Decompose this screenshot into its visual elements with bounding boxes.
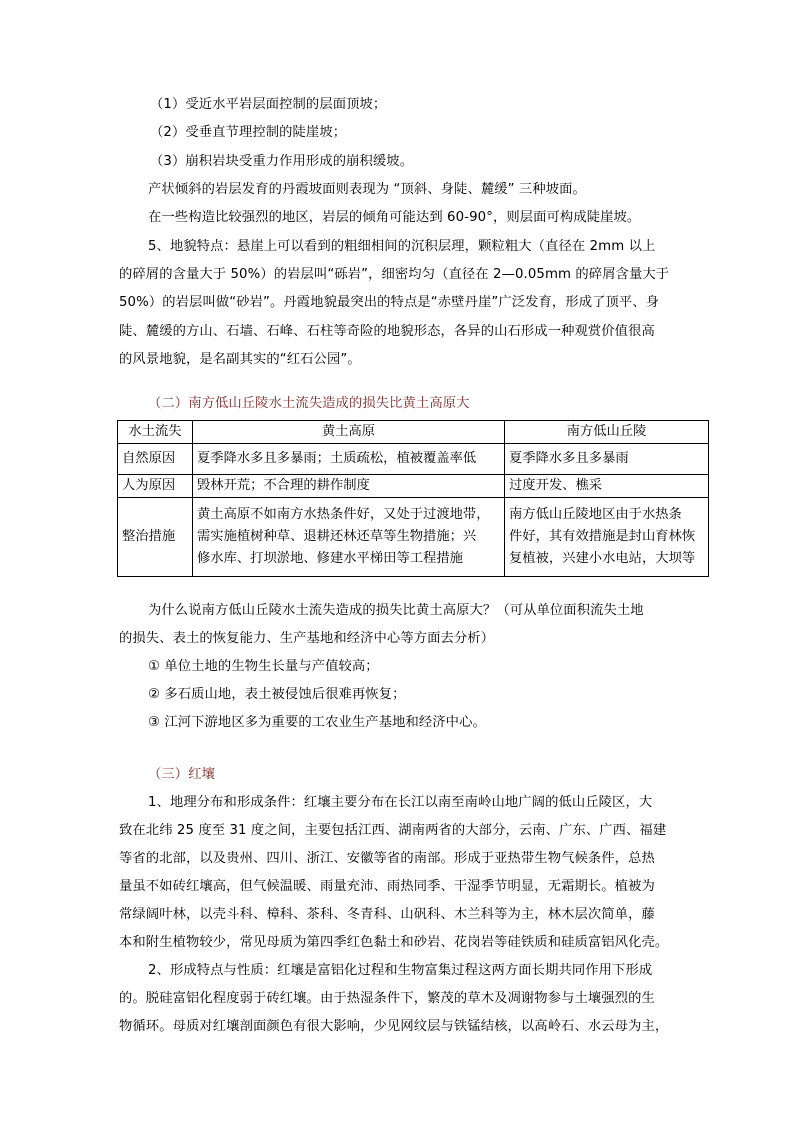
table-row (118, 498, 709, 577)
red-soil-point1-line: 量虽不如砖红壤高，但气候温暖、雨量充沛、雨热同季、干湿季节明显，无霜期长。植被为 (119, 879, 655, 894)
table-header-cell: 南方低山丘陵 (505, 421, 709, 444)
section2-heading: （二）南方低山丘陵水土流失造成的损失比黄土高原大 (148, 396, 470, 411)
cell-line: 件好，其有效措施是封山育林恢 (509, 529, 696, 544)
point5-line: 5、地貌特点：悬崖上可以看到的粗细相间的沉积层理，颗粒粗大（直径在 2mm 以上 (148, 239, 656, 254)
paragraph-dip-angle: 在一些构造比较强烈的地区，岩层的倾角可能达到 60-90°，则层面可构成陡崖坡。 (148, 210, 641, 225)
paragraph-inclined-strata: 产状倾斜的岩层发育的丹霞坡面则表现为 “顶斜、身陡、麓缓” 三种坡面。 (148, 182, 586, 197)
cell-line: 修水库、打坝淤地、修建水平梯田等工程措施 (197, 551, 463, 566)
answer-2: ② 多石质山地，表土被侵蚀后很难再恢复； (148, 687, 406, 702)
red-soil-point1-line: 1、地理分布和形成条件：红壤主要分布在长江以南至南岭山地广阔的低山丘陵区，大 (148, 795, 653, 810)
table-cell: 毁林开荒；不合理的耕作制度 (193, 475, 505, 498)
table-header-cell: 水土流失 (118, 421, 193, 444)
row-label: 整治措施 (118, 498, 193, 577)
point5-line: 的风景地貌，是名副其实的“红石公园”。 (119, 352, 361, 367)
row-label: 人为原因 (118, 475, 193, 498)
table-cell (505, 498, 709, 577)
red-soil-point2-line: 物循环。母质对红壤剖面颜色有很大影响，少见网纹层与铁锰结核，以高岭石、水云母为主， (119, 1019, 669, 1034)
row-label: 自然原因 (118, 444, 193, 475)
question-line: 为什么说南方低山丘陵水土流失造成的损失比黄土高原大？（可从单位面积流失土地 (148, 603, 644, 618)
comparison-table (117, 420, 709, 577)
table-cell: 过度开发、樵采 (505, 475, 709, 498)
red-soil-point2-line: 的。脱硅富铝化程度弱于砖红壤。由于热湿条件下，繁茂的草木及凋谢物参与土壤强烈的生 (119, 991, 655, 1006)
cell-line: 南方低山丘陵地区由于水热条 (509, 507, 682, 522)
red-soil-point2-line: 2、形成特点与性质：红壤是富铝化过程和生物富集过程这两方面长期共同作用下形成 (148, 963, 653, 978)
slope-type-2: （2）受垂直节理控制的陡崖坡； (150, 125, 347, 140)
question-line: 的损失、表土的恢复能力、生产基地和经济中心等方面去分析） (119, 631, 495, 646)
cell-line: 黄土高原不如南方水热条件好，又处于过渡地带， (197, 507, 490, 522)
slope-type-3: （3）崩积岩块受重力作用形成的崩积缓坡。 (150, 154, 414, 169)
cell-line: 需实施植树种草、退耕还林还草等生物措施；兴 (197, 529, 477, 544)
point5-line: 50%）的岩层叫做“砂岩”。丹霞地貌最突出的特点是“赤壁丹崖”广泛发育，形成了顶平、身 (119, 295, 660, 310)
table-header-cell: 黄土高原 (193, 421, 505, 444)
red-soil-point1-line: 等省的北部，以及贵州、四川、浙江、安徽等省的南部。形成于亚热带生物气候条件，总热 (119, 851, 655, 866)
table-cell: 夏季降水多且多暴雨 (505, 444, 709, 475)
table-row (118, 444, 709, 475)
cell-line: 复植被，兴建小水电站，大坝等 (509, 551, 696, 566)
section3-heading: （三）红壤 (148, 767, 215, 782)
table-header-row (118, 421, 709, 444)
table-row (118, 475, 709, 498)
table-cell: 夏季降水多且多暴雨；土质疏松，植被覆盖率低 (193, 444, 505, 475)
point5-line: 陡、麓缓的方山、石墙、石峰、石柱等奇险的地貌形态，各异的山石形成一种观赏价值很高 (119, 324, 655, 339)
red-soil-point1-line: 常绿阔叶林，以壳斗科、樟科、茶科、冬青科、山矾科、木兰科等为主，林木层次简单，藤 (119, 907, 655, 922)
red-soil-point1-line: 致在北纬 25 度至 31 度之间，主要包括江西、湖南两省的大部分，云南、广东、广西、福建 (119, 823, 667, 838)
table-cell (193, 498, 505, 577)
red-soil-point1-line: 本和附生植物较少，常见母质为第四季红色黏土和砂岩、花岗岩等硅铁质和硅质富铝风化壳。 (119, 935, 669, 950)
slope-type-1: （1）受近水平岩层面控制的层面顶坡； (150, 97, 387, 112)
answer-1: ① 单位土地的生物生长量与产值较高； (148, 659, 379, 674)
answer-3: ③ 江河下游地区多为重要的工农业生产基地和经济中心。 (148, 715, 486, 730)
point5-line: 的碎屑的含量大于 50%）的岩层叫“砾岩”，细密均匀（直径在 2—0.05mm 的碎屑含量大于 (119, 267, 670, 282)
